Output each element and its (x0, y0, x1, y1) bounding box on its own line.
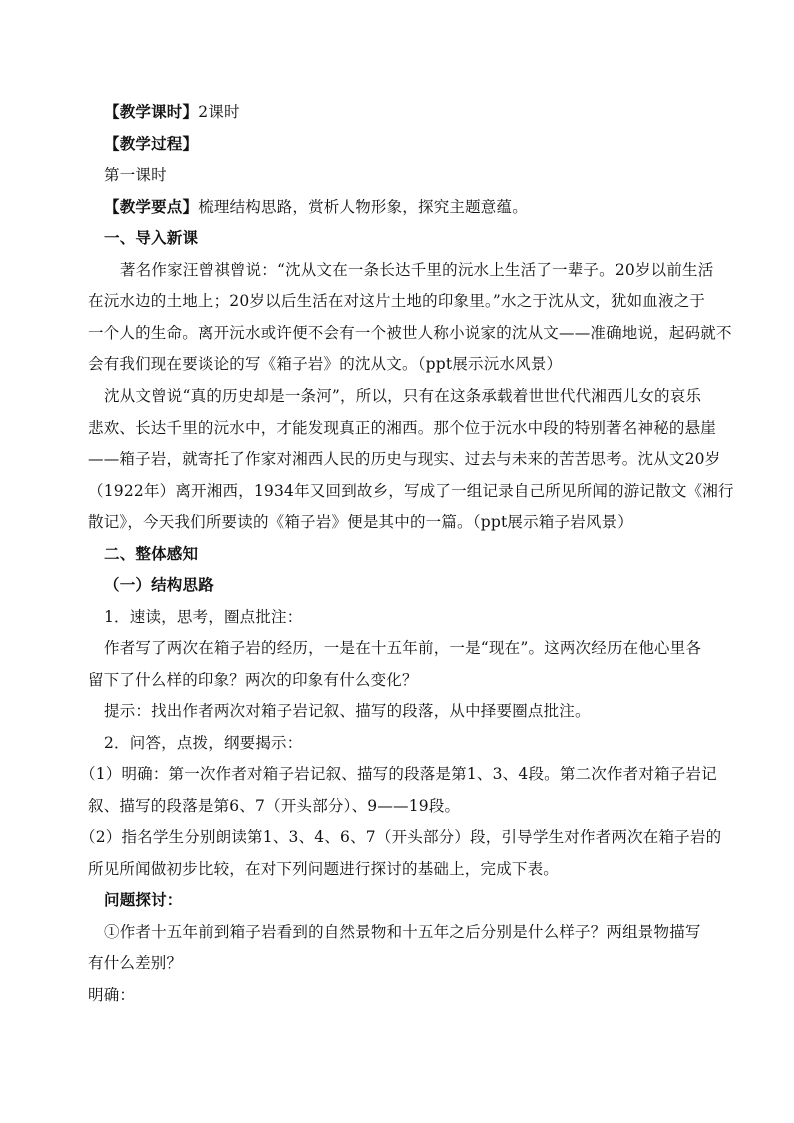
teaching-focus-label: 【教学要点】 (104, 197, 199, 216)
intro-paragraph-2-line-2: 悲欢、长达千里的沅水中，才能发现真正的湘西。那个位于沅水中段的特别著名神秘的悬崖 (88, 419, 717, 437)
teaching-focus-text: 梳理结构思路，赏析人物形象，探究主题意蕴。 (198, 198, 528, 216)
teaching-hours-value: 2课时 (198, 103, 240, 121)
structure-subheading: （一）结构思路 (104, 575, 214, 594)
answer-1-line-1: （1）明确：第一次作者对箱子岩记叙、描写的段落是第1、3、4段。第二次作者对箱子岩记 (80, 765, 717, 783)
task-line-2: 留下了什么样的印象？两次的印象有什么变化？ (88, 671, 418, 689)
intro-paragraph-2-line-1: 沈从文曾说“真的历史却是一条河”，所以，只有在这条承载着世世代代湘西儿女的哀乐 (104, 387, 702, 405)
first-lesson-heading: 第一课时 (104, 166, 167, 184)
intro-paragraph-1-line-4: 会有我们现在要谈论的写《箱子岩》的沈从文。（ppt展示沅水风景） (88, 355, 563, 373)
answer-1-line-2: 叙、描写的段落是第6、7（开头部分）、9——19段。 (88, 797, 461, 815)
intro-paragraph-2-line-4: （1922年）离开湘西，1934年又回到故乡，写成了一组记录自己所见所闻的游记散文《湘行 (88, 482, 734, 500)
step-2-instruction: 2．问答，点拨，纲要揭示： (104, 734, 303, 752)
hint-line: 提示：找出作者两次对箱子岩记叙、描写的段落，从中择要圈点批注。 (104, 702, 591, 720)
clarify-label: 明确： (88, 986, 136, 1004)
task-line-1: 作者写了两次在箱子岩的经历，一是在十五年前，一是“现在”。这两次经历在他心里各 (104, 639, 702, 657)
section-intro-heading: 一、导入新课 (104, 228, 199, 247)
discussion-heading: 问题探讨： (104, 890, 183, 909)
teaching-hours-line (104, 102, 724, 122)
question-1-line-1: ①作者十五年前到箱子岩看到的自然景物和十五年之后分别是什么样子？两组景物描写 (104, 923, 701, 941)
intro-paragraph-1-line-2: 在沅水边的土地上；20岁以后生活在对这片土地的印象里。”水之于沈从文，犹如血液之于 (88, 292, 706, 310)
teaching-focus-line (104, 197, 724, 217)
teaching-hours-label: 【教学课时】 (104, 102, 199, 121)
intro-paragraph-2-line-5: 散记》，今天我们所要读的《箱子岩》便是其中的一篇。（ppt展示箱子岩风景） (88, 513, 633, 531)
answer-2-line-2: 所见所闻做初步比较，在对下列问题进行探讨的基础上，完成下表。 (88, 860, 560, 878)
question-1-line-2: 有什么差别？ (88, 954, 183, 972)
intro-paragraph-1-line-3: 一个人的生命。离开沅水或许便不会有一个被世人称小说家的沈从文——准确地说，起码就不 (88, 324, 732, 342)
intro-paragraph-2-line-3: ——箱子岩，就寄托了作家对湘西人民的历史与现实、过去与未来的苦苦思考。沈从文20岁 (88, 450, 721, 468)
intro-paragraph-1-line-1: 著名作家汪曾祺曾说：“沈从文在一条长达千里的沅水上生活了一辈子。20岁以前生活 (120, 261, 714, 279)
answer-2-line-1: （2）指名学生分别朗读第1、3、4、6、7（开头部分）段，引导学生对作者两次在箱子岩的 (80, 828, 722, 846)
section-overall-heading: 二、整体感知 (104, 544, 199, 563)
step-1-instruction: 1．速读，思考，圈点批注： (104, 608, 303, 626)
teaching-process-heading: 【教学过程】 (104, 134, 199, 153)
